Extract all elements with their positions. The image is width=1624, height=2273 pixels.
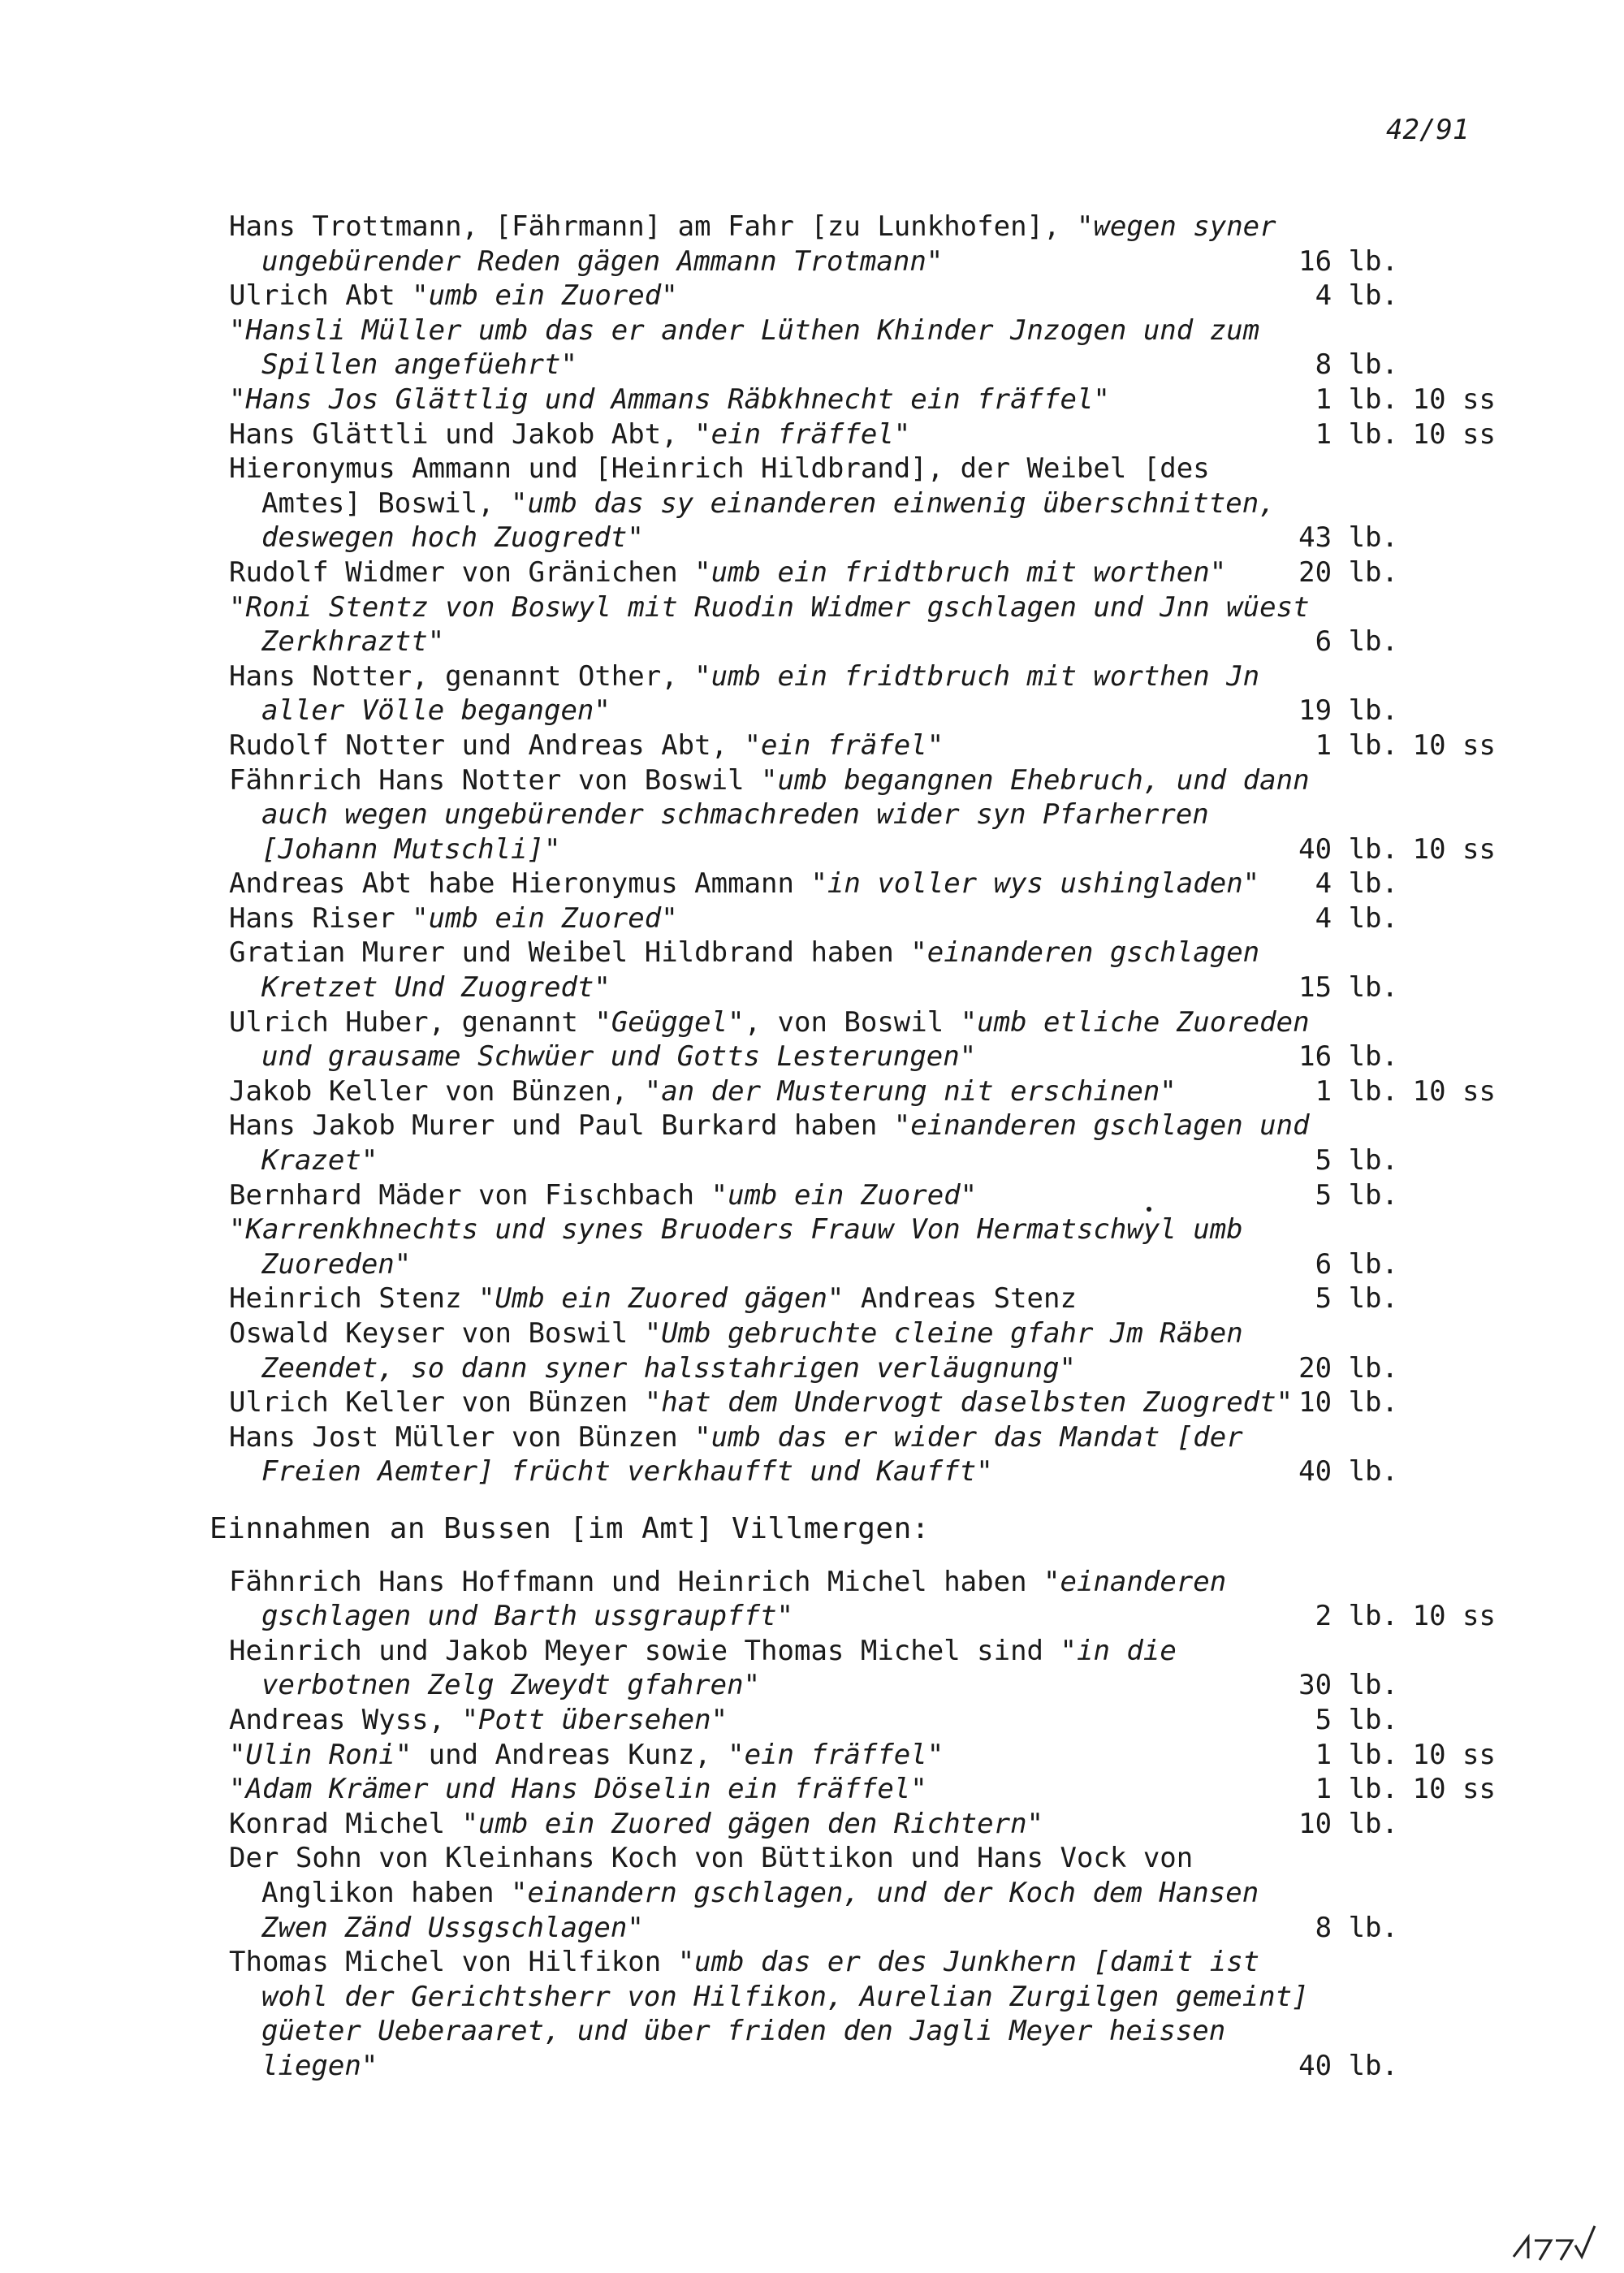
- entry-text: Jakob Keller von Bünzen, "an der Musterung nit erschinen": [229, 1074, 1177, 1108]
- ledger-entry: [229, 1772, 1496, 1807]
- amount-shillings: [1398, 348, 1496, 382]
- quoted-text: "Pott übersehen": [461, 1703, 728, 1736]
- entry-text: Fähnrich Hans Hoffmann und Heinrich Michel haben "einanderen gschlagen und Barth ussgraupfft": [229, 1565, 1227, 1633]
- entry-text: Ulrich Keller von Bünzen "hat dem Undervogt daselbsten Zuogredt": [229, 1386, 1294, 1420]
- quoted-text: "in die verbotnen Zelg Zweydt gfahren": [261, 1634, 1177, 1702]
- entry-amount: [1285, 901, 1496, 936]
- quoted-text: "umb ein Zuored": [710, 1178, 978, 1212]
- entry-amount: [1285, 521, 1496, 555]
- entry-text: Heinrich Stenz "Umb ein Zuored gägen" Andreas Stenz: [229, 1282, 1077, 1316]
- quoted-text: "Umb gebruchte cleine gfahr Jm Räben Zeendet, so dann syner halsstahrigen verläugnung": [261, 1317, 1243, 1385]
- entry-text: [229, 1212, 1317, 1281]
- quoted-text: "Umb ein Zuored gägen": [478, 1282, 844, 1316]
- amount-pounds: 20 lb.: [1298, 555, 1398, 589]
- ledger-entry: [229, 1178, 1496, 1213]
- entry-text: Andreas Wyss, "Pott übersehen": [229, 1703, 728, 1736]
- page-number: 42/91: [1386, 114, 1470, 146]
- quoted-text: "Adam Krämer und Hans Döselin ein fräffel": [229, 1773, 927, 1806]
- amount-pounds: 1 lb.: [1315, 417, 1398, 451]
- ledger-entry: [229, 1945, 1496, 2083]
- quoted-text: "einanderen gschlagen Kretzet Und Zuogredt": [261, 936, 1260, 1005]
- amount-shillings: [1398, 2049, 1496, 2084]
- quoted-text: "einandern gschlagen, und der Koch dem Hansen Zwen Zänd Ussgschlagen": [261, 1876, 1259, 1944]
- quoted-text: "Hansli Müller umb das er ander Lüthen Khinder Jnzogen und zum Spillen angefüehrt": [229, 313, 1260, 382]
- entry-amount: [1285, 417, 1496, 452]
- section-heading: Einnahmen an Bussen [im Amt] Villmergen:: [209, 1511, 930, 1545]
- amount-shillings: 10 ss: [1412, 1600, 1496, 1633]
- amount-pounds: 16 lb.: [1298, 244, 1398, 278]
- entry-text: Rudolf Widmer von Gränichen "umb ein fridtbruch mit worthen": [229, 555, 1227, 589]
- entry-amount: [1285, 2049, 1496, 2084]
- amount-pounds: 16 lb.: [1298, 1040, 1398, 1074]
- amount-shillings: 10 ss: [1412, 1074, 1496, 1108]
- entry-text: Hans Glättli und Jakob Abt, "ein fräffel": [229, 417, 911, 451]
- document-body: [209, 210, 1496, 2083]
- amount-pounds: 1 lb.: [1315, 1074, 1398, 1108]
- ledger-entry: [229, 1420, 1496, 1489]
- amount-pounds: 1 lb.: [1315, 728, 1398, 762]
- amount-pounds: 6 lb.: [1315, 1247, 1398, 1281]
- quoted-text: "Roni Stentz von Boswyl mit Ruodin Widmer gschlagen und Jnn wüest Zerkhraztt": [229, 590, 1310, 659]
- amount-shillings: [1398, 1385, 1496, 1420]
- amount-shillings: [1398, 624, 1496, 659]
- entry-text: [229, 382, 1317, 417]
- amount-shillings: 10 ss: [1412, 417, 1496, 451]
- ledger-entry: [229, 659, 1496, 728]
- ledger-entry: [229, 1281, 1496, 1316]
- entry-text: Hans Trottmann, [Fährmann] am Fahr [zu Lunkhofen], "wegen syner ungebürender Reden gägen Ammann Trotmann": [229, 210, 1276, 278]
- entry-amount: [1285, 1738, 1496, 1773]
- ledger-entry: [229, 936, 1496, 1005]
- entry-text: Rudolf Notter und Andreas Abt, "ein fräfel": [229, 728, 944, 762]
- entry-amount: [1285, 1178, 1496, 1213]
- ledger-entry: [229, 1565, 1496, 1634]
- quoted-text: "umb ein Zuored": [412, 279, 678, 313]
- quoted-text: "Hans Jos Glättlig und Ammans Räbkhnecht ein fräffel": [229, 382, 1110, 416]
- amount-pounds: 5 lb.: [1315, 1282, 1398, 1316]
- quoted-text: "umb das er des Junkhern [damit ist wohl der Gerichtsherr von Hilfikon, Aurelian Zurgilgen gemeint] güeter Ueberaaret, und über friden den Jagli Meyer heissen liegen": [261, 1946, 1309, 2082]
- entry-amount: [1285, 1668, 1496, 1703]
- amount-pounds: 40 lb.: [1298, 1455, 1398, 1489]
- ledger-entry: [229, 1316, 1496, 1385]
- entry-amount: [1285, 1772, 1496, 1807]
- quoted-text: "einanderen gschlagen und Krazet": [261, 1109, 1310, 1178]
- ledger-entry: [229, 1738, 1496, 1773]
- entry-text: Oswald Keyser von Boswil "Umb gebruchte cleine gfahr Jm Räben Zeendet, so dann syner halsstahrigen verläugnung": [229, 1317, 1243, 1385]
- entry-amount: [1285, 1454, 1496, 1489]
- entry-text: Hans Riser "umb ein Zuored": [229, 901, 678, 935]
- ledger-entry: [229, 1841, 1496, 1945]
- quoted-text: "hat dem Undervogt daselbsten Zuogredt": [644, 1386, 1294, 1420]
- entry-amount: [1285, 348, 1496, 382]
- entry-amount: [1285, 382, 1496, 417]
- entry-amount: [1285, 1385, 1496, 1420]
- entry-amount: [1285, 279, 1496, 313]
- entry-amount: [1285, 694, 1496, 728]
- entry-amount: [1285, 728, 1496, 763]
- ledger-entry: [229, 313, 1496, 382]
- amount-pounds: 4 lb.: [1315, 279, 1398, 313]
- entry-text: Hans Jost Müller von Bünzen "umb das er wider das Mandat [der Freien Aemter] frücht verkhaufft und Kaufft": [229, 1420, 1243, 1489]
- entry-text: [229, 313, 1317, 382]
- ledger-entry: [229, 728, 1496, 763]
- entry-amount: [1285, 1039, 1496, 1074]
- entry-text: Thomas Michel von Hilfikon "umb das er des Junkhern [damit ist wohl der Gerichtsherr von Hilfikon, Aurelian Zurgilgen gemeint] güeter Ueberaaret, und über friden den Jagli Meyer heissen liegen": [229, 1946, 1309, 2082]
- amount-shillings: [1398, 1143, 1496, 1178]
- amount-shillings: 10 ss: [1412, 728, 1496, 762]
- amount-shillings: [1398, 901, 1496, 936]
- entry-text: Konrad Michel "umb ein Zuored gägen den Richtern": [229, 1807, 1044, 1840]
- amount-shillings: [1398, 1351, 1496, 1386]
- entry-text: "Ulin Roni" und Andreas Kunz, "ein fräffel": [229, 1738, 944, 1771]
- amount-pounds: 6 lb.: [1315, 625, 1398, 659]
- entry-amount: [1285, 624, 1496, 659]
- amount-pounds: 4 lb.: [1315, 901, 1398, 935]
- entry-text: Heinrich und Jakob Meyer sowie Thomas Michel sind "in die verbotnen Zelg Zweydt gfahren": [229, 1634, 1177, 1702]
- amount-pounds: 8 lb.: [1315, 348, 1398, 382]
- entry-amount: [1285, 1351, 1496, 1386]
- quoted-text: "einanderen gschlagen und Barth ussgraupfft": [261, 1565, 1227, 1633]
- entry-text: Fähnrich Hans Notter von Boswil "umb begangnen Ehebruch, und dann auch wegen ungebürender schmachreden wider syn Pfarherren [Johann Mutschli]": [229, 763, 1310, 866]
- amount-pounds: 1 lb.: [1315, 1738, 1398, 1771]
- entry-text: Andreas Abt habe Hieronymus Ammann "in voller wys ushingladen": [229, 867, 1260, 901]
- ledger-entry: [229, 866, 1496, 901]
- amount-shillings: [1398, 1668, 1496, 1703]
- entry-text: Gratian Murer und Weibel Hildbrand haben "einanderen gschlagen Kretzet Und Zuogredt": [229, 936, 1260, 1005]
- entry-amount: [1285, 1703, 1496, 1738]
- entry-amount: [1285, 555, 1496, 590]
- quoted-text: "ein fräffel": [694, 417, 911, 451]
- quoted-text: "an der Musterung nit erschinen": [644, 1074, 1177, 1108]
- entry-text: [229, 1772, 1317, 1807]
- quoted-text: "umb etliche Zuoreden und grausame Schwüer und Gotts Lesterungen": [261, 1005, 1310, 1074]
- ledger-entry: [229, 210, 1496, 279]
- amount-pounds: 2 lb.: [1315, 1600, 1398, 1633]
- amount-shillings: 10 ss: [1412, 382, 1496, 416]
- ledger-entry: [229, 279, 1496, 313]
- ledger-entry: [229, 1108, 1496, 1178]
- quoted-text: "umb ein fridtbruch mit worthen": [694, 555, 1227, 589]
- entry-amount: [1285, 244, 1496, 279]
- entry-amount: [1285, 1807, 1496, 1842]
- entry-text: Der Sohn von Kleinhans Koch von Büttikon und Hans Vock von Anglikon haben "einandern gschlagen, und der Koch dem Hansen Zwen Zänd Ussgschlagen": [229, 1842, 1259, 1944]
- amount-shillings: [1398, 279, 1496, 313]
- handwritten-folio-mark: [1510, 2221, 1600, 2262]
- entry-amount: [1285, 1281, 1496, 1316]
- quoted-text: "umb das er wider das Mandat [der Freien Aemter] frücht verkhaufft und Kaufft": [261, 1420, 1243, 1489]
- quoted-text: "wegen syner ungebürender Reden gägen Ammann Trotmann": [261, 210, 1276, 278]
- quoted-text: "umb das sy einanderen einwenig überschnitten, deswegen hoch Zuogredt": [261, 486, 1276, 555]
- amount-shillings: [1398, 970, 1496, 1005]
- amount-pounds: 5 lb.: [1315, 1144, 1398, 1178]
- amount-pounds: 1 lb.: [1315, 382, 1398, 416]
- amount-shillings: [1398, 555, 1496, 590]
- entry-text: Hans Jakob Murer und Paul Burkard haben "einanderen gschlagen und Krazet": [229, 1109, 1310, 1178]
- amount-pounds: 4 lb.: [1315, 867, 1398, 901]
- entry-amount: [1285, 1074, 1496, 1109]
- entry-text: Ulrich Huber, genannt "Geüggel", von Boswil "umb etliche Zuoreden und grausame Schwüer und Gotts Lesterungen": [229, 1005, 1310, 1074]
- entry-list-part1: [229, 210, 1496, 1489]
- ledger-entry: [229, 417, 1496, 452]
- amount-shillings: [1398, 1807, 1496, 1842]
- ledger-entry: [229, 901, 1496, 936]
- quoted-text: "Geüggel": [594, 1005, 745, 1039]
- ledger-entry: [229, 555, 1496, 590]
- amount-shillings: [1398, 1454, 1496, 1489]
- quoted-text: "umb ein fridtbruch mit worthen Jn aller Völle begangen": [261, 659, 1260, 728]
- entry-amount: [1285, 1247, 1496, 1282]
- amount-shillings: [1398, 1911, 1496, 1946]
- entry-amount: [1285, 1143, 1496, 1178]
- entry-amount: [1285, 832, 1496, 867]
- amount-pounds: 40 lb.: [1298, 832, 1398, 866]
- amount-shillings: [1398, 1178, 1496, 1213]
- amount-pounds: 30 lb.: [1298, 1669, 1398, 1702]
- ledger-entry: [229, 1005, 1496, 1074]
- entry-text: Bernhard Mäder von Fischbach "umb ein Zuored": [229, 1178, 978, 1212]
- amount-shillings: [1398, 1281, 1496, 1316]
- amount-shillings: 10 ss: [1412, 1738, 1496, 1771]
- entry-text: [229, 590, 1317, 659]
- ledger-entry: [229, 590, 1496, 659]
- quoted-text: "umb ein Zuored gägen den Richtern": [461, 1807, 1044, 1840]
- ledger-entry: [229, 763, 1496, 867]
- ledger-entry: [229, 1807, 1496, 1842]
- amount-shillings: 10 ss: [1412, 832, 1496, 866]
- amount-pounds: 5 lb.: [1315, 1703, 1398, 1736]
- amount-pounds: 43 lb.: [1298, 521, 1398, 555]
- amount-shillings: [1398, 1039, 1496, 1074]
- ledger-entry: [229, 1074, 1496, 1109]
- amount-pounds: 10 lb.: [1298, 1807, 1398, 1840]
- quoted-text: "in voller wys ushingladen": [810, 867, 1260, 901]
- entry-amount: [1285, 1911, 1496, 1946]
- amount-shillings: [1398, 694, 1496, 728]
- amount-shillings: [1398, 521, 1496, 555]
- quoted-text: "ein fräfel": [744, 728, 944, 762]
- entry-amount: [1285, 970, 1496, 1005]
- ledger-entry: [229, 1634, 1496, 1703]
- amount-pounds: 5 lb.: [1315, 1178, 1398, 1212]
- quoted-text: "umb ein Zuored": [412, 901, 678, 935]
- amount-pounds: 15 lb.: [1298, 971, 1398, 1005]
- ledger-entry: [229, 452, 1496, 555]
- quoted-text: "Ulin Roni": [229, 1738, 412, 1771]
- ledger-entry: [229, 1212, 1496, 1281]
- amount-shillings: [1398, 244, 1496, 279]
- amount-pounds: 19 lb.: [1298, 694, 1398, 728]
- amount-shillings: [1398, 1703, 1496, 1738]
- stray-dot: [1147, 1207, 1151, 1212]
- entry-text: Hans Notter, genannt Other, "umb ein fridtbruch mit worthen Jn aller Völle begangen": [229, 659, 1260, 728]
- entry-amount: [1285, 1599, 1496, 1634]
- amount-shillings: 10 ss: [1412, 1773, 1496, 1806]
- ledger-entry: [229, 382, 1496, 417]
- amount-pounds: 1 lb.: [1315, 1773, 1398, 1806]
- amount-shillings: [1398, 866, 1496, 901]
- entry-amount: [1285, 866, 1496, 901]
- amount-pounds: 40 lb.: [1298, 2049, 1398, 2082]
- ledger-entry: [229, 1385, 1496, 1420]
- quoted-text: "umb begangnen Ehebruch, und dann auch wegen ungebürender schmachreden wider syn Pfarherren [Johann Mutschli]": [261, 763, 1310, 866]
- amount-shillings: [1398, 1247, 1496, 1282]
- quoted-text: "Karrenkhnechts und synes Bruoders Frauw Von Hermatschwyl umb Zuoreden": [229, 1213, 1243, 1281]
- entry-text: Hieronymus Ammann und [Heinrich Hildbrand], der Weibel [des Amtes] Boswil, "umb das sy einanderen einwenig überschnitten, deswegen hoch Zuogredt": [229, 452, 1276, 555]
- ledger-entry: [229, 1703, 1496, 1738]
- amount-pounds: 10 lb.: [1298, 1386, 1398, 1420]
- quoted-text: "ein fräffel": [728, 1738, 944, 1771]
- entry-text: Ulrich Abt "umb ein Zuored": [229, 279, 678, 313]
- amount-pounds: 20 lb.: [1298, 1351, 1398, 1385]
- amount-pounds: 8 lb.: [1315, 1911, 1398, 1944]
- entry-list-part2: [229, 1565, 1496, 2084]
